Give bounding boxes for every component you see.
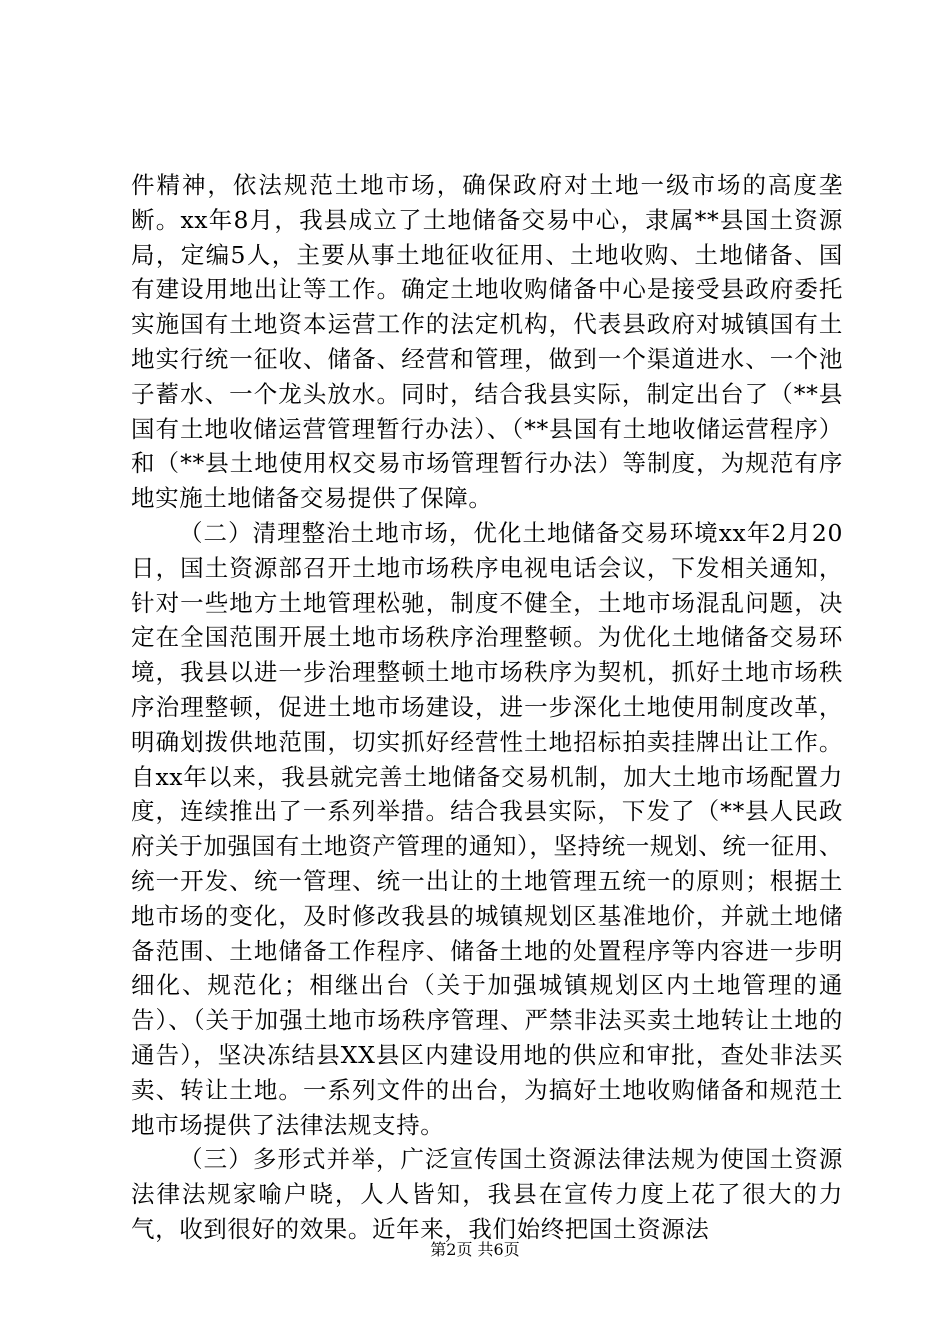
paragraph-2: （二）清理整治土地市场，优化土地储备交易环境xx年2月20日，国土资源部召开土地市场秩序电视电话会议，下发相关通知，针对一些地方土地管理松驰，制度不健全，土地市场混乱问题，决定在全国范围开展土地市场秩序治理整顿。为优化土地储备交易环境，我县以进一步治理整顿土地市场秩序为契机，抓好土地市场秩序治理整顿，促进土地市场建设，进一步深化土地使用制度改革，明确划拨供地范围，切实抓好经营性土地招标拍卖挂牌出让工作。自xx年以来，我县就完善土地储备交易机制，加大土地市场配置力度，连续推出了一系列举措。结合我县实际，下发了（**县人民政府关于加强国有土地资产管理的通知），坚持统一规划、统一征用、统一开发、统一管理、统一出让的土地管理五统一的原则；根据土地市场的变化，及时修改我县的城镇规划区基准地价，并就土地储备范围、土地储备工作程序、储备土地的处置程序等内容进一步明细化、规范化；相继出台（关于加强城镇规划区内土地管理的通告）、（关于加强土地市场秩序管理、严禁非法买卖土地转让土地的通告），坚决冻结县XX县区内建设用地的供应和审批，查处非法买卖、转让土地。一系列文件的出台，为搞好土地收购储备和规范土地市场提供了法律法规支持。 (131, 518, 843, 1139)
page-footer (0, 1240, 950, 1260)
page-number-label: 第2页 共6页 (430, 1240, 520, 1259)
paragraph-1: 件精神，依法规范土地市场，确保政府对土地一级市场的高度垄断。xx年8月，我县成立了土地储备交易中心，隶属**县国土资源局，定编5人，主要从事土地征收征用、土地收购、土地储备、国有建设用地出让等工作。确定土地收购储备中心是接受县政府委托实施国有土地资本运营工作的法定机构，代表县政府对城镇国有土地实行统一征收、储备、经营和管理，做到一个渠道进水、一个池子蓄水、一个龙头放水。同时，结合我县实际，制定出台了（**县国有土地收储运营管理暂行办法）、（**县国有土地收储运营程序）和（**县土地使用权交易市场管理暂行办法）等制度，为规范有序地实施土地储备交易提供了保障。 (131, 171, 843, 513)
paragraph-3: （三）多形式并举，广泛宣传国土资源法律法规为使国土资源法律法规家喻户晓，人人皆知，我县在宣传力度上花了很大的力气，收到很好的效果。近年来，我们始终把国土资源法 (131, 1145, 843, 1243)
body-text (131, 168, 843, 1247)
